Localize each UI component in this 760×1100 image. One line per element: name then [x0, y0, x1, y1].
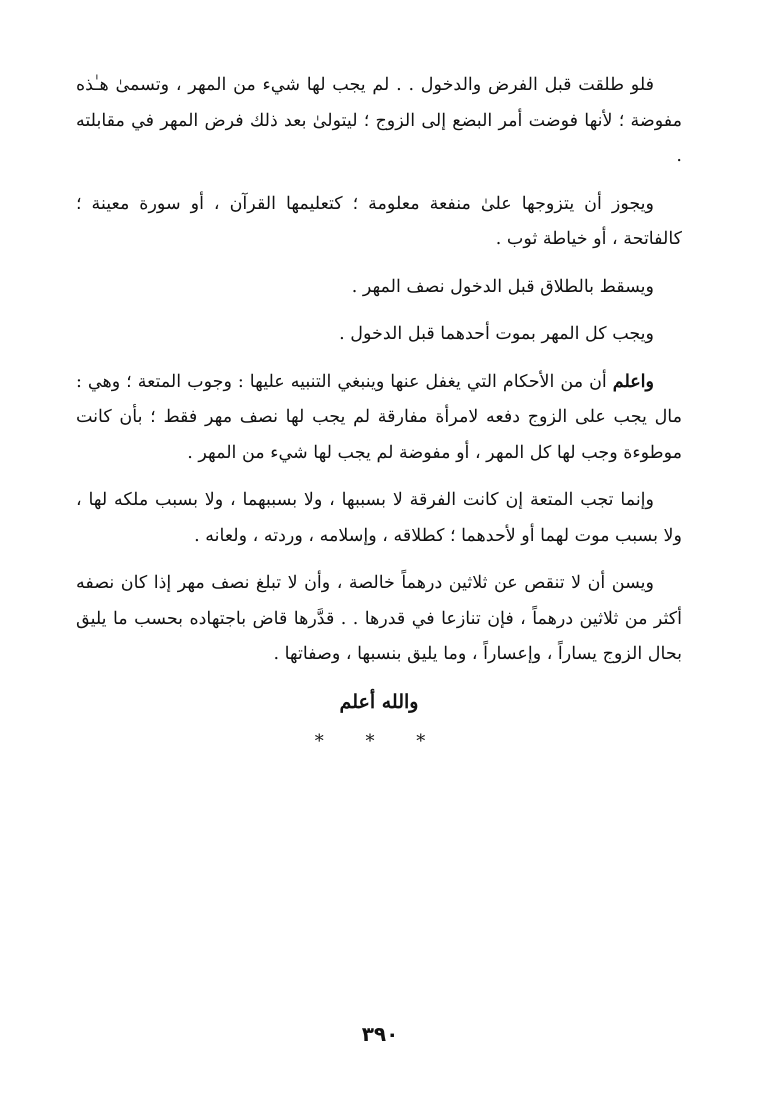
page-body — [76, 68, 682, 760]
paragraph-1: فلو طلقت قبل الفرض والدخول . . لم يجب لها شيء من المهر ، وتسمىٰ هـٰذه مفوضة ؛ لأنها فوضت أمر البضع إلى الزوج ؛ ليتولىٰ بعد ذلك فرض المهر في مقابلته . — [76, 75, 682, 166]
section-separator: * * * — [314, 731, 444, 752]
paragraph-2: ويجوز أن يتزوجها علىٰ منفعة معلومة ؛ كتعليمها القرآن ، أو سورة معينة ؛ كالفاتحة ، أو خياطة ثوب . — [76, 193, 682, 249]
closing-phrase: والله أعلم — [339, 690, 419, 713]
page-number: ٣٩٠ — [361, 1022, 399, 1046]
paragraph-6: وإنما تجب المتعة إن كانت الفرقة لا بسببها ، ولا بسببهما ، ولا بسبب ملكه لها ، ولا بسبب موت لهما أو لأحدهما ؛ كطلاقه ، وإسلامه ، وردته ، ولعانه . — [76, 490, 682, 546]
paragraph-lead-word: واعلم — [612, 371, 654, 392]
paragraph-7: ويسن أن لا تنقص عن ثلاثين درهماً خالصة ، وأن لا تبلغ نصف مهر إذا كان نصفه أكثر من ثلاثين درهماً ، فإن تنازعا في قدرها . . قدَّرها قاض باجتهاده بحسب ما يليق بحال الزوج يساراً ، وإعساراً ، وما يليق بنسبها ، وصفاتها . — [76, 573, 682, 664]
paragraph-3: ويسقط بالطلاق قبل الدخول نصف المهر . — [351, 276, 654, 297]
paragraph-4: ويجب كل المهر بموت أحدهما قبل الدخول . — [339, 324, 654, 344]
paragraph-5: واعلم أن من الأحكام التي يغفل عنها وينبغي التنبيه عليها : وجوب المتعة ؛ وهي : مال يجب على الزوج دفعه لامرأة مفارقة لم يجب لها نصف مهر فقط ؛ بأن كانت موطوءة وجب لها كل المهر ، أو مفوضة لم يجب لها شيء من المهر . — [76, 371, 682, 463]
